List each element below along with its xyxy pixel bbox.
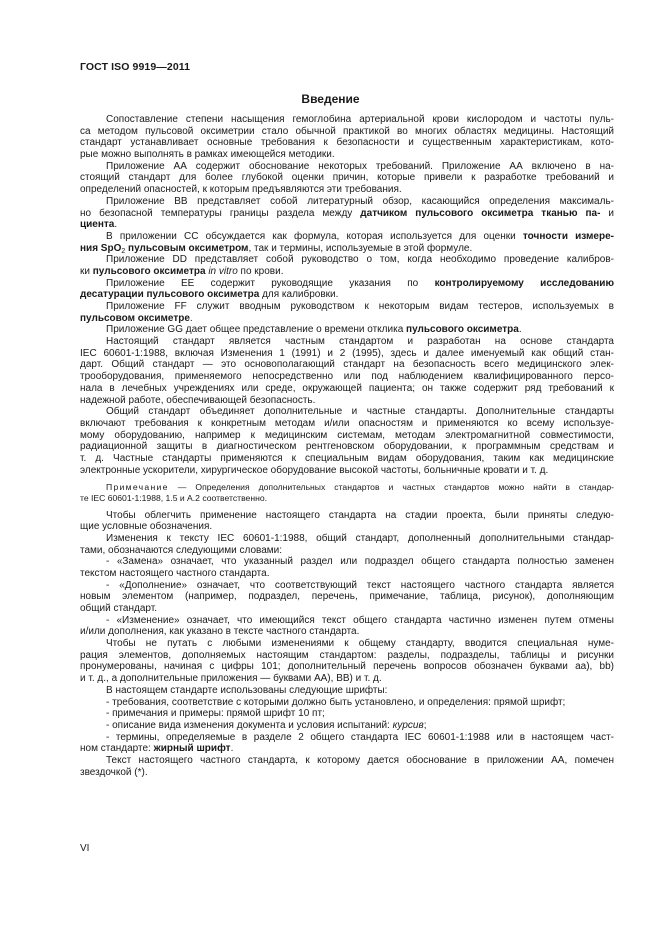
line-segment: са методом пульсовой оксиметрии стало обычной практикой во многих областях медицины. Настоящий <box>80 125 614 137</box>
text-line <box>80 685 614 697</box>
line-segment: Общий стандарт объединяет дополнительные и частные стандарты. Дополнительные стандарты <box>106 406 614 418</box>
line-segment: - описание вида изменения документа и условия испытаний: <box>106 719 390 731</box>
line-segment: В приложении СС обсуждается как формула, которая используется для оценки <box>106 230 516 242</box>
line-segment: . <box>114 219 118 231</box>
line-segment: - «Изменение» означает, что имеющийся текст общего стандарта частично изменен путем отмены <box>106 614 614 626</box>
text-line <box>80 545 614 557</box>
line-segment: новым элементом (например, подраздел, перечень, примечание, таблица, рисунок), дополняющим <box>80 591 614 603</box>
line-segment: и <box>608 207 615 219</box>
text-line <box>80 126 614 138</box>
text-line <box>80 243 614 255</box>
line-segment: электронные ускорители, хирургическое оборудование высокой частоты, больничные кровати и т. д. <box>80 464 549 476</box>
text-line <box>80 591 614 603</box>
text-line <box>80 568 614 580</box>
text-line <box>80 313 614 325</box>
line-segment: но безопасной температуры границы раздела между <box>80 207 353 219</box>
line-segment: ; <box>423 719 427 731</box>
line-segment: стоящий стандарт для более глубокой оценки причин, которые привели к разработке требований и <box>80 172 614 184</box>
text-line <box>80 453 614 465</box>
line-segment: пульсовым оксиметром <box>128 242 249 254</box>
text-line <box>80 661 614 673</box>
line-segment: Приложение GG дает общее представление о времени отклика <box>106 324 404 336</box>
line-segment: пульсового оксиметра <box>146 289 260 301</box>
line-segment: контролируемому исследованию <box>434 277 614 289</box>
text-line <box>80 336 614 348</box>
line-segment: и/или дополнения, как указано в тексте частного стандарта. <box>80 626 360 638</box>
line-segment: . <box>189 312 193 324</box>
line-segment: В настоящем стандарте использованы следующие шрифты: <box>106 684 388 696</box>
line-segment: дарт. Общий стандарт — это основополагающий стандарт на безопасность всего медицинского элек- <box>80 359 614 371</box>
text-line <box>80 254 614 266</box>
text-line <box>80 603 614 615</box>
line-segment: пульсового оксиметра <box>406 324 519 336</box>
text-line <box>80 359 614 371</box>
line-segment: курсив <box>392 719 424 731</box>
line-segment: - примечания и примеры: прямой шрифт 10 пт; <box>106 708 325 720</box>
line-segment: для калибровки <box>262 289 336 301</box>
line-segment: те IEC 60601-1:1988, 1.5 и А.2 соответственно. <box>80 492 267 503</box>
text-line <box>80 383 614 395</box>
line-segment: Чтобы не путать с любыми изменениями к общему стандарту, вводится специальная нуме- <box>106 638 614 650</box>
line-segment: ном стандарте: <box>80 743 151 755</box>
line-segment: определений опасностей, к которым предъявляются эти требования. <box>80 184 402 196</box>
line-segment: Приложение DD представляет собой руководство о том, когда необходимо проведение калибров- <box>106 254 614 266</box>
line-segment: по крови <box>240 265 281 277</box>
text-line <box>80 650 614 662</box>
text-line <box>80 755 614 767</box>
line-segment: и т. д., а дополнительные приложения — буквами АА), ВВ) и т. д. <box>80 673 382 685</box>
text-line <box>80 219 614 231</box>
text-line <box>80 697 614 709</box>
line-segment: - «Дополнение» означает, что соответствующий текст настоящего частного стандарта является <box>106 579 614 591</box>
line-segment: рация элементов, дополняемых настоящим стандартом: разделы, подразделы, таблицы и рисунки <box>80 649 614 661</box>
text-line <box>80 708 614 720</box>
line-segment: in vitro <box>208 265 238 277</box>
line-segment: радиационной защиты в диагностическом рентгеновском оборудовании, к программным средствам и <box>80 441 614 453</box>
text-line <box>80 137 614 149</box>
line-segment: стандарт устанавливает основные требования к безопасности и существенным характеристикам, кото- <box>80 137 614 149</box>
text-line <box>80 533 614 545</box>
line-segment: Приложение АА содержит обоснование некоторых требований. Приложение АА включено в на- <box>106 160 614 172</box>
text-line <box>80 184 614 196</box>
line-segment: циента <box>80 219 115 231</box>
line-segment: текстом настоящего частного стандарта. <box>80 567 270 579</box>
text-line <box>80 278 614 290</box>
text-line <box>80 673 614 685</box>
introduction-text-part-1 <box>80 114 614 476</box>
text-line <box>80 638 614 650</box>
line-segment: датчиком пульсового оксиметра <box>360 207 534 219</box>
text-line <box>80 231 614 243</box>
line-segment: щие условные обозначения. <box>80 521 213 533</box>
text-line <box>80 395 614 407</box>
text-line <box>80 720 614 732</box>
text-line <box>80 493 614 504</box>
line-segment: Сопоставление степени насыщения гемоглобина артериальной крови кислородом и частоты пуль- <box>106 114 614 125</box>
line-segment: . <box>230 743 234 755</box>
text-line <box>80 510 614 522</box>
text-line <box>80 161 614 173</box>
text-line <box>80 114 614 126</box>
text-line <box>80 767 614 779</box>
text-line <box>80 196 614 208</box>
line-segment: Приложение ВВ представляет собой литературный обзор, касающийся определения максималь- <box>106 195 614 207</box>
line-segment: 2 <box>121 247 126 255</box>
line-segment: - требования, соответствие с которыми должно быть установлено, и определения: прямой шрифт; <box>106 696 566 708</box>
introduction-body <box>80 114 614 778</box>
line-segment: . <box>335 289 339 301</box>
line-segment: надежной работе, обеспечивающей безопасность. <box>80 394 316 406</box>
text-line <box>80 482 614 493</box>
line-segment: Примечание <box>106 482 169 493</box>
line-segment: пульсовом оксиметре <box>80 312 190 324</box>
text-line <box>80 172 614 184</box>
text-line <box>80 521 614 533</box>
line-segment: включают требования к конкретным методам и/или опасностям и применяются ко всему используе- <box>80 417 614 429</box>
line-segment: ки <box>80 265 90 277</box>
text-line <box>80 301 614 313</box>
standard-code-header: ГОСТ ISO 9919—2011 <box>80 61 191 73</box>
text-line <box>80 626 614 638</box>
line-segment: тканью па- <box>541 207 601 219</box>
line-segment: ния SpO <box>80 242 122 254</box>
text-line <box>80 406 614 418</box>
line-segment: . <box>518 324 522 336</box>
line-segment: звездочкой (*). <box>80 766 148 778</box>
text-line <box>80 465 614 477</box>
line-segment: тами, обозначаются следующими словами: <box>80 544 283 556</box>
line-segment: пульсового оксиметра <box>92 265 206 277</box>
text-line <box>80 418 614 430</box>
line-segment: Настоящий стандарт является частным стандартом и разработан на основе стандарта <box>106 336 614 348</box>
line-segment: Текст настоящего частного стандарта, к которому дается обоснование в приложении АА, помечен <box>106 754 614 766</box>
text-line <box>80 266 614 278</box>
text-line <box>80 430 614 442</box>
line-segment: - «Замена» означает, что указанный раздел или подраздел общего стандарта полностью заменен <box>106 556 614 568</box>
line-segment: трооборудования, применяемого непосредственно или под наблюдением квалифицированного персо- <box>80 371 614 383</box>
text-line <box>80 208 614 220</box>
text-line <box>80 324 614 336</box>
line-segment: десатурации <box>80 289 144 301</box>
line-segment: , так и термины, используемые в этой формуле. <box>248 242 473 254</box>
line-segment: - термины, определяемые в разделе 2 общего стандарта IEC 60601-1:1988 или в настоящем част- <box>106 731 614 743</box>
text-line <box>80 289 614 301</box>
line-segment: Чтобы облегчить применение настоящего стандарта на стадии проекта, были приняты следую- <box>106 509 614 521</box>
line-segment: общий стандарт. <box>80 603 158 614</box>
line-segment: — Определения дополнительных стандартов и частных стандартов можно найти в стандар- <box>177 482 614 493</box>
line-segment: точности измере- <box>522 230 614 242</box>
line-segment: Приложение FF служит вводным руководством к некоторым видам тестеров, используемых в <box>106 301 614 312</box>
line-segment: рые можно выполнять в рамках имеющейся методики. <box>80 149 335 161</box>
line-segment: жирный шрифт <box>153 743 231 755</box>
line-segment: IEC 60601-1:1988, включая Изменения 1 (1991) и 2 (1995), здесь и далее именуемый как общий стан- <box>80 347 614 359</box>
section-title: Введение <box>301 92 360 106</box>
text-line <box>80 615 614 627</box>
line-segment: нала в лечебных учреждениях или среде, окружающей пациента; он также содержит ряд требований к <box>80 382 614 394</box>
line-segment: . <box>280 265 284 277</box>
text-line <box>80 371 614 383</box>
text-line <box>80 441 614 453</box>
line-segment: Приложение ЕЕ содержит руководящие указания по <box>106 277 419 289</box>
text-line <box>80 743 614 755</box>
text-line <box>80 556 614 568</box>
line-segment: Изменения к тексту IEC 60601-1:1988, общий стандарт, дополненный дополнительными стандар- <box>106 532 614 544</box>
line-segment: т. д. Частные стандарты применяются к специальным видам оборудования, таким как медицинские <box>80 452 614 464</box>
introduction-text-part-2 <box>80 510 614 779</box>
line-segment: мому оборудованию, например к медицинским системам, методам электромагнитной совместимости, <box>80 429 614 441</box>
text-line <box>80 732 614 744</box>
text-line <box>80 580 614 592</box>
text-line <box>80 149 614 161</box>
note-block <box>80 482 614 503</box>
line-segment: пронумерованы, начиная с цифры 101; дополнительный перечень вопросов обозначен буквами аа), bb) <box>80 661 614 673</box>
text-line <box>80 348 614 360</box>
page-number: VI <box>80 843 90 854</box>
